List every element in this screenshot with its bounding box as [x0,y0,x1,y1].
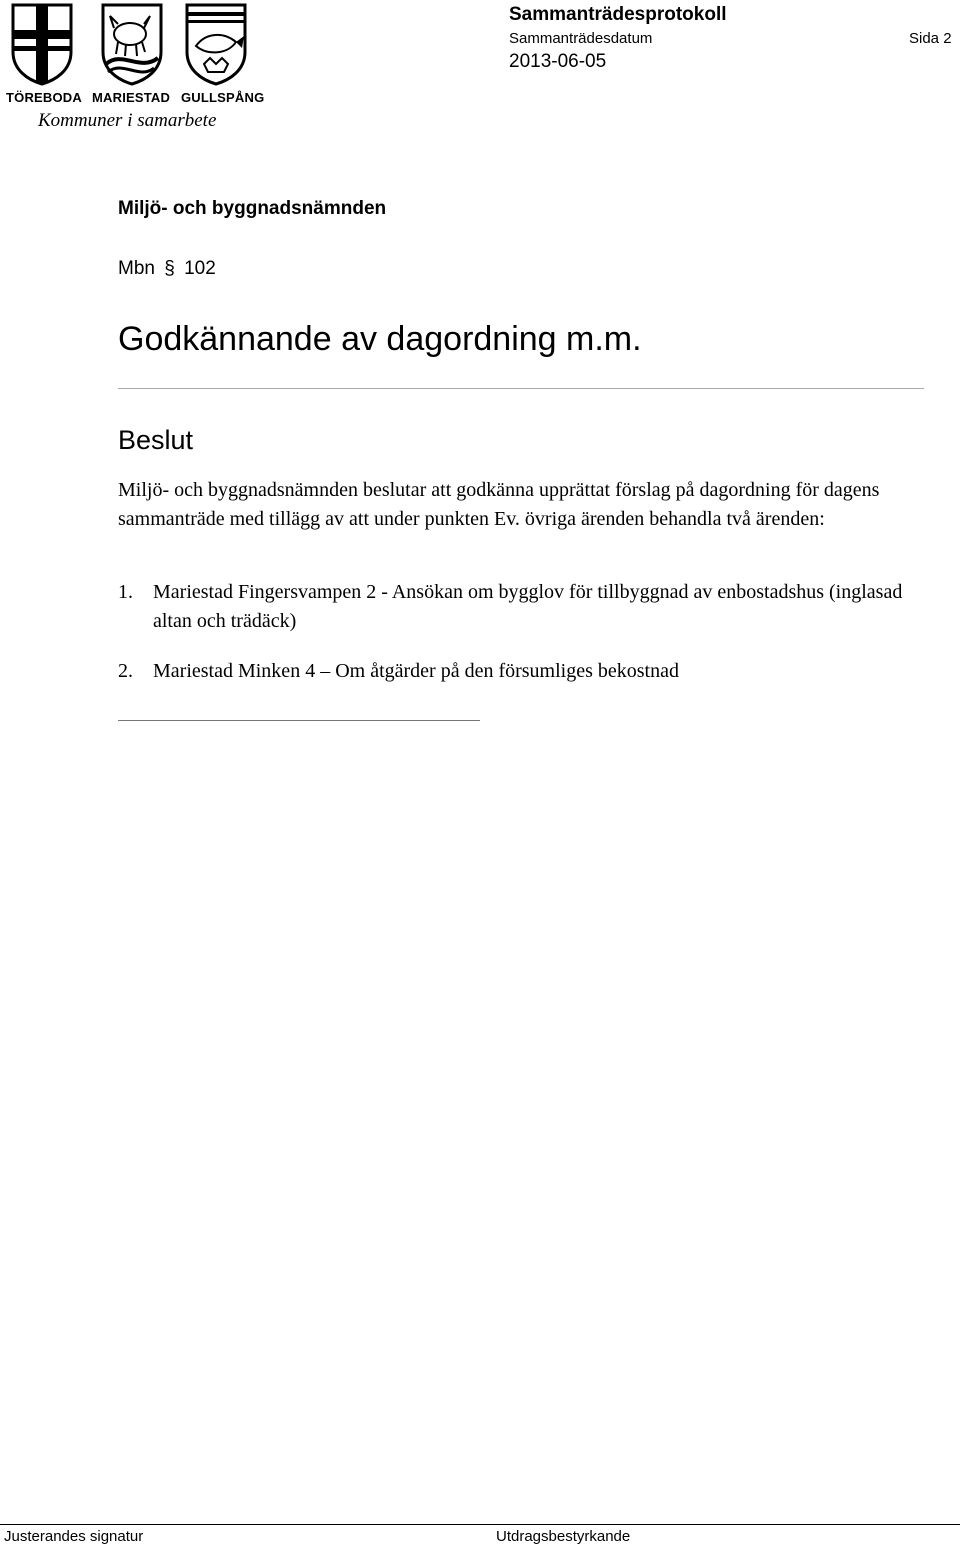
divider [118,720,480,721]
municipality-name: TÖREBODA [6,90,82,105]
signature-label: Justerandes signatur [4,1528,144,1545]
committee-name: Miljö- och byggnadsnämnden [118,198,387,219]
municipal-logos [6,2,265,132]
logo-tagline: Kommuner i samarbete [38,110,217,131]
mariestad-coat-of-arms-icon [100,2,164,86]
list-item [118,657,928,686]
gullspang-coat-of-arms-icon [184,2,248,86]
list-item-number: 1. [118,581,133,603]
meeting-date: 2013-06-05 [509,51,607,72]
meeting-date-label: Sammanträdesdatum [509,30,653,47]
section-symbol: § [164,258,175,279]
decision-heading: Beslut [118,425,194,455]
section-reference [118,258,216,280]
page-title: Godkännande av dagordning m.m. [118,320,642,358]
page-number: Sida 2 [909,30,952,47]
section-prefix: Mbn [118,258,155,279]
divider [118,388,924,389]
municipality-name: MARIESTAD [92,90,171,105]
document-type-title: Sammanträdesprotokoll [509,4,727,25]
list-item [118,578,928,636]
footer-divider [0,1524,960,1525]
list-item-text: Mariestad Fingersvampen 2 - Ansökan om bygglov för tillbyggnad av enbostadshus (inglasad altan och trädäck) [153,581,903,632]
section-number: 102 [184,258,216,279]
decision-text: Miljö- och byggnadsnämnden beslutar att godkänna upprättat förslag på dagordning för dagens sammanträde med tillägg av att under punkten Ev. övriga ärenden behandla två ärenden: [118,479,880,530]
list-item-text: Mariestad Minken 4 – Om åtgärder på den försumliges bekostnad [153,660,679,682]
extract-certification-label: Utdragsbestyrkande [496,1528,631,1545]
municipality-name: GULLSPÅNG [181,90,265,105]
agenda-items [118,578,928,707]
list-item-number: 2. [118,660,133,682]
municipality-names [6,90,265,108]
toreboda-coat-of-arms-icon [10,2,74,86]
